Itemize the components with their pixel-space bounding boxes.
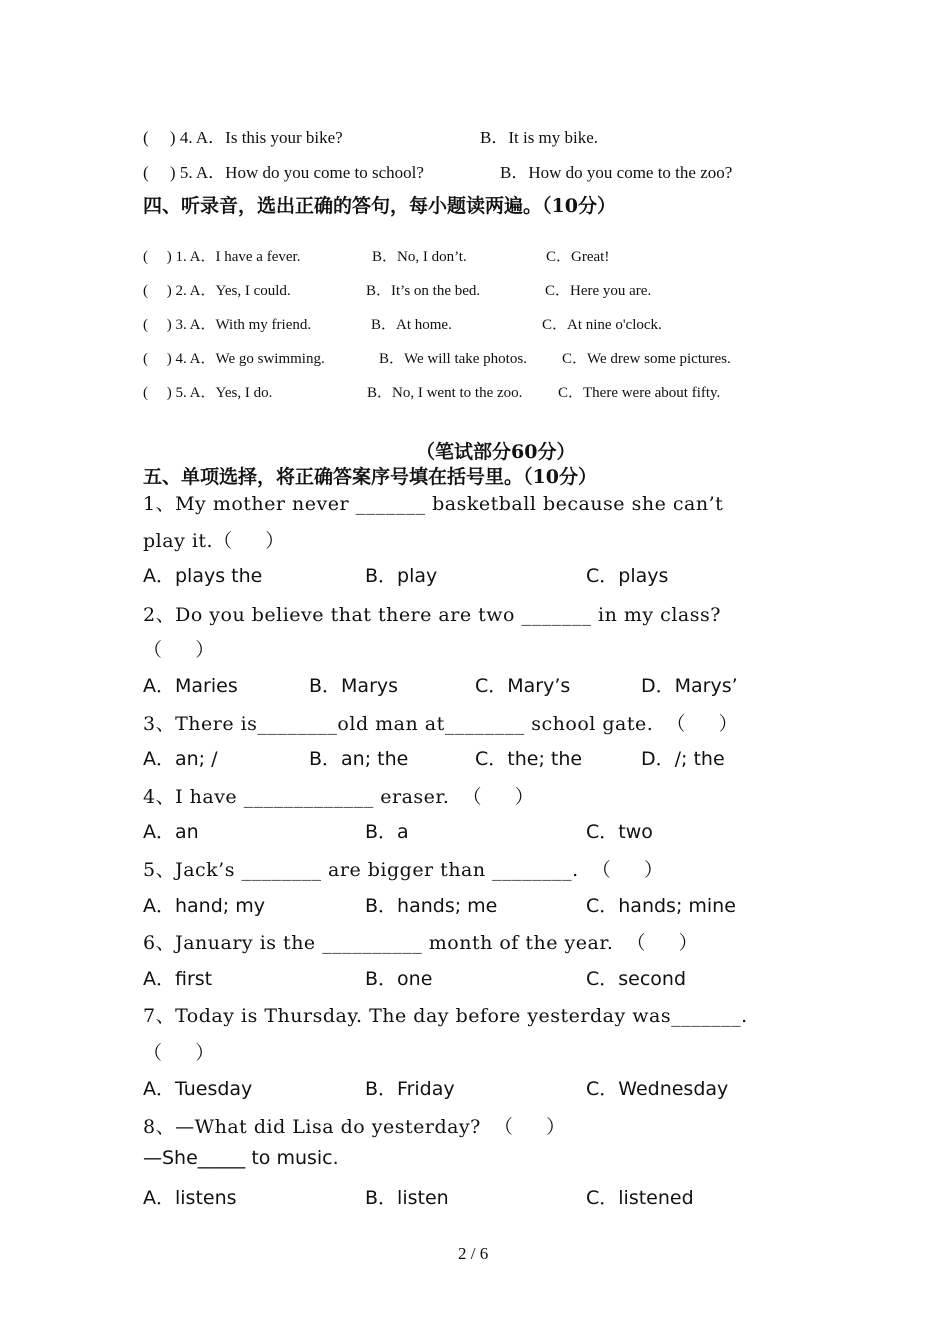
s5-q3-stem: 3、There is________old man at________ school gate. （ ） (143, 713, 739, 735)
s5-q1-option-b: B．play (365, 565, 438, 587)
s5-q7-option-c: C．Wednesday (586, 1078, 729, 1100)
s5-q1-stem: 1、My mother never _______ basketball because she can’t (143, 493, 724, 515)
s4-q2-c: C．Here you are. (545, 283, 652, 299)
s5-q4-option-c: C．two (586, 821, 653, 843)
s5-q6-option-a: A．first (143, 968, 213, 990)
s4-q3-b: B．At home. (371, 317, 452, 333)
s4-q3-c: C．At nine o'clock. (542, 317, 662, 333)
s5-q5-option-b: B．hands; me (365, 895, 498, 917)
s4-q1-b: B．No, I don’t. (372, 249, 467, 265)
s5-q2-option-a: A．Maries (143, 675, 238, 697)
s5-q7-stem-cont: （ ） (143, 1042, 215, 1064)
s5-q5-option-c: C．hands; mine (586, 895, 736, 917)
s5-q4-option-a: A．an (143, 821, 199, 843)
s5-q2-stem: 2、Do you believe that there are two _______ in my class? (143, 604, 721, 626)
s5-q7-option-b: B．Friday (365, 1078, 455, 1100)
page-number: 2 / 6 (458, 1244, 489, 1263)
q3-4-stem: ( ) 4. A．Is this your bike? (143, 128, 343, 147)
s5-q8-option-b: B．listen (365, 1187, 449, 1209)
q3-4-option-b: B．It is my bike. (480, 128, 599, 147)
s5-q8-stem-cont: —She_____ to music. (143, 1147, 339, 1169)
s5-q7-stem: 7、Today is Thursday. The day before yesterday was_______. (143, 1005, 748, 1027)
s5-q8-stem: 8、—What did Lisa do yesterday? （ ） (143, 1116, 566, 1138)
section5-title: 五、单项选择，将正确答案序号填在括号里。（10分） (143, 466, 597, 488)
s4-q3-a: ( ) 3. A．With my friend. (143, 317, 312, 333)
s4-q2-a: ( ) 2. A．Yes, I could. (143, 283, 291, 299)
section4-title: 四、听录音，选出正确的答句，每小题读两遍。（10分） (143, 195, 616, 217)
s5-q2-option-c: C．Mary’s (475, 675, 571, 697)
s5-q4-stem: 4、I have _____________ eraser. （ ） (143, 786, 535, 808)
q3-5-stem: ( ) 5. A．How do you come to school? (143, 163, 424, 182)
s4-q1-a: ( ) 1. A．I have a fever. (143, 249, 301, 265)
s5-q2-option-d: D．Marys’ (641, 675, 738, 697)
s5-q5-option-a: A．hand; my (143, 895, 265, 917)
s5-q2-option-b: B．Marys (309, 675, 399, 697)
s5-q2-stem-cont: （ ） (143, 639, 215, 661)
s4-q5-c: C．There were about fifty. (558, 385, 721, 401)
s5-q1-stem-cont: play it.（ ） (143, 530, 285, 552)
s5-q6-option-c: C．second (586, 968, 687, 990)
s5-q3-option-b: B．an; the (309, 748, 409, 770)
q3-5-option-b: B．How do you come to the zoo? (500, 163, 733, 182)
s5-q4-option-b: B．a (365, 821, 409, 843)
s5-q6-stem: 6、January is the __________ month of the year. （ ） (143, 932, 699, 954)
s5-q8-option-c: C．listened (586, 1187, 694, 1209)
s5-q3-option-a: A．an; / (143, 748, 218, 770)
s5-q3-option-d: D．/; the (641, 748, 725, 770)
s4-q5-b: B．No, I went to the zoo. (367, 385, 523, 401)
s4-q5-a: ( ) 5. A．Yes, I do. (143, 385, 273, 401)
s4-q4-c: C．We drew some pictures. (562, 351, 731, 367)
s5-q8-option-a: A．listens (143, 1187, 237, 1209)
s4-q4-b: B．We will take photos. (379, 351, 527, 367)
s5-q5-stem: 5、Jack’s ________ are bigger than ________. （ ） (143, 859, 664, 881)
s5-q3-option-c: C．the; the (475, 748, 583, 770)
s5-q1-option-c: C．plays (586, 565, 669, 587)
s5-q6-option-b: B．one (365, 968, 433, 990)
s5-q7-option-a: A．Tuesday (143, 1078, 253, 1100)
s5-q1-option-a: A．plays the (143, 565, 263, 587)
s4-q1-c: C．Great! (546, 249, 610, 265)
written-part-heading: （笔试部分60分） (416, 441, 576, 463)
s4-q2-b: B．It’s on the bed. (366, 283, 481, 299)
s4-q4-a: ( ) 4. A．We go swimming. (143, 351, 325, 367)
